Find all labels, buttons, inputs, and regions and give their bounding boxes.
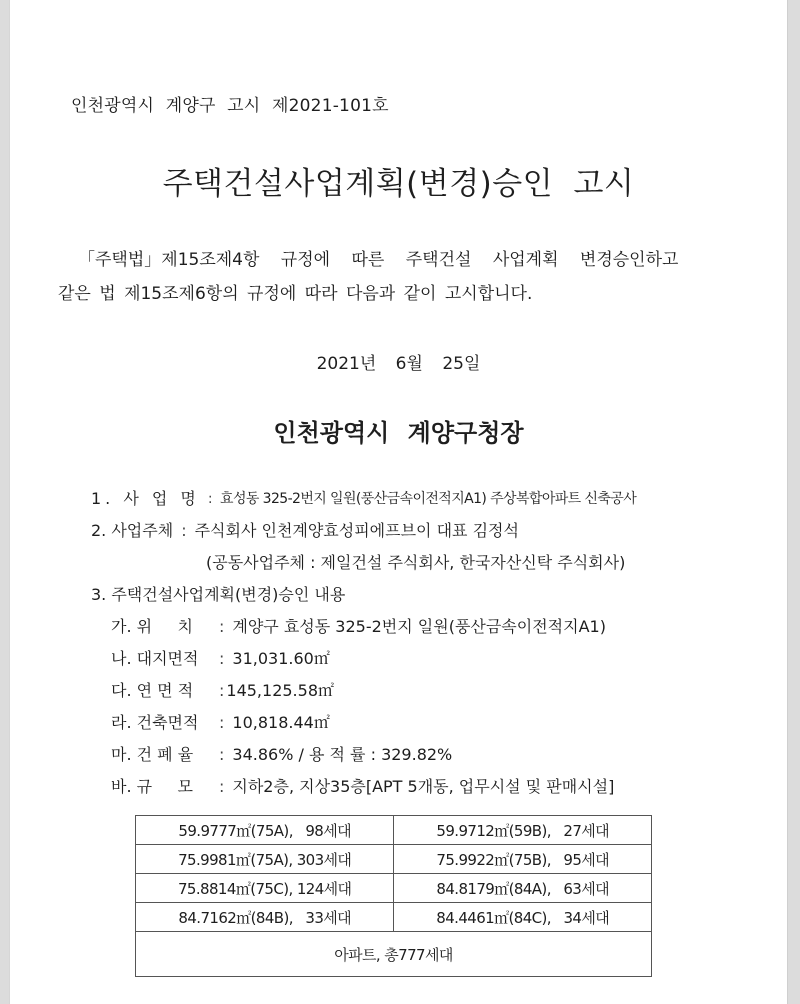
intro-line-2: 같은 법 제15조제6항의 규정에 따라 다음과 같이 고시합니다. (58, 284, 533, 304)
sub-item-label: 나. 대지면적 (111, 649, 199, 668)
sub-item-coverage-ratio (91, 739, 636, 771)
table-cell: 75.8814㎡(75C), 124세대 (136, 874, 394, 903)
table-row (136, 903, 652, 932)
sub-item-total-floor-area (91, 675, 636, 707)
item-approval-contents (91, 579, 636, 611)
document-title: 주택건설사업계획(변경)승인 고시 (162, 166, 635, 202)
separator: : (219, 617, 225, 636)
separator: : (207, 491, 213, 507)
sub-item-label: 라. 건축면적 (111, 713, 199, 732)
sub-item-value: 지하2층, 지상35층[APT 5개동, 업무시설 및 판매시설] (232, 777, 615, 796)
table-cell: 59.9712㎡(59B), 27세대 (394, 816, 652, 845)
total-units-cell: 아파트, 총777세대 (136, 932, 652, 977)
notice-date: 2021년 6월 25일 (316, 354, 481, 374)
table-row (136, 874, 652, 903)
item-label: 1. 사 업 명 (91, 489, 200, 508)
separator: : (219, 649, 225, 668)
item-developer (91, 515, 636, 547)
table-row (136, 816, 652, 845)
sub-item-label: 가. 위 치 (111, 617, 193, 636)
sub-item-value: 145,125.58㎡ (226, 681, 335, 700)
housing-units-table (135, 815, 652, 977)
sub-item-label: 다. 연 면 적 (111, 681, 194, 700)
sub-item-value: 34.86% / 용 적 률 : 329.82% (232, 745, 453, 764)
sub-item-site-area (91, 643, 636, 675)
intro-line-1: 「주택법」제15조제4항 규정에 따른 주택건설 사업계획 변경승인하고 (78, 250, 679, 270)
table-cell: 84.4461㎡(84C), 34세대 (394, 903, 652, 932)
table-cell: 75.9981㎡(75A), 303세대 (136, 845, 394, 874)
item-project-name (91, 483, 636, 515)
item-value: 주식회사 인천계양효성피에프브이 대표 김정석 (194, 521, 519, 540)
document-page (9, 0, 788, 1004)
sub-item-value: 계양구 효성동 325-2번지 일원(풍산금속이전적지A1) (232, 617, 606, 636)
table-cell: 84.7162㎡(84B), 33세대 (136, 903, 394, 932)
item-value: 효성동 325-2번지 일원(풍산금속이전적지A1) 주상복합아파트 신축공사 (220, 491, 637, 507)
table-cell: 84.8179㎡(84A), 63세대 (394, 874, 652, 903)
sub-item-location (91, 611, 636, 643)
intro-paragraph (58, 243, 678, 311)
table-total-row (136, 932, 652, 977)
item-co-developer (91, 547, 636, 579)
notice-items (91, 483, 636, 803)
item-label: 2. 사업주체 (91, 521, 174, 540)
table-cell: 59.9777㎡(75A), 98세대 (136, 816, 394, 845)
sub-item-value: 10,818.44㎡ (232, 713, 330, 732)
sub-item-value: 31,031.60㎡ (232, 649, 330, 668)
item-label: 3. 주택건설사업계획(변경)승인 내용 (91, 585, 346, 604)
sub-item-building-area (91, 707, 636, 739)
sub-item-label: 마. 건 폐 율 (111, 745, 194, 764)
separator: : (219, 713, 225, 732)
separator: : (219, 777, 225, 796)
issuer-name: 인천광역시 계양구청장 (273, 419, 524, 447)
separator: : (219, 681, 225, 700)
notice-number: 인천광역시 계양구 고시 제2021-101호 (71, 96, 389, 116)
table-cell: 75.9922㎡(75B), 95세대 (394, 845, 652, 874)
separator: : (181, 521, 187, 540)
sub-item-scale (91, 771, 636, 803)
co-developer-text: (공동사업주체 : 제일건설 주식회사, 한국자산신탁 주식회사) (206, 553, 626, 572)
sub-item-label: 바. 규 모 (111, 777, 193, 796)
table-row (136, 845, 652, 874)
separator: : (219, 745, 225, 764)
